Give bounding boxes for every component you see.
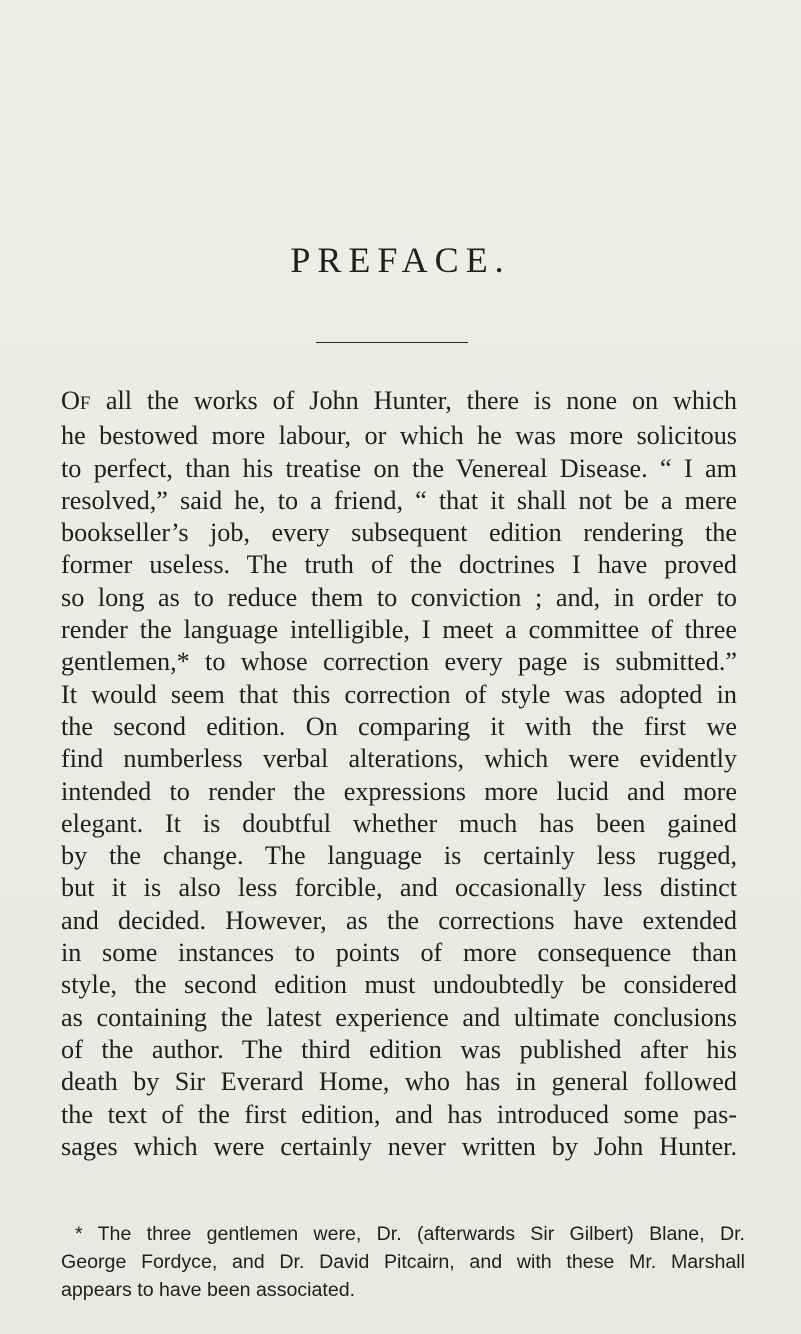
body-line-23: the text of the first edition, and has introduced some pas- [61,1099,737,1129]
footnote-line-3: appears to have been associated. [61,1279,356,1301]
body-line-6: former useless. The truth of the doctrines I have proved [61,550,737,580]
preface-body [61,385,737,1163]
body-line-8: render the language intelligible, I meet a committee of three [61,615,737,645]
footnote-line-1: * The three gentlemen were, Dr. (afterwards Sir Gilbert) Blane, Dr. [75,1223,745,1245]
body-line-7: so long as to reduce them to conviction ; and, in order to [61,582,737,612]
smallcaps-letter: F [79,393,91,414]
body-line-24: sages which were certainly never written by John Hunter. [61,1131,737,1161]
footnote [61,1220,745,1304]
body-line-5: bookseller’s job, every subsequent edition rendering the [61,518,737,548]
page-title: PREFACE. [290,240,511,280]
body-line-2: he bestowed more labour, or which he was more solicitous [61,421,737,451]
body-line-16: but it is also less forcible, and occasionally less distinct [61,873,737,903]
body-line-11: the second edition. On comparing it with the first we [61,711,737,741]
body-line-21: of the author. The third edition was published after his [61,1034,737,1064]
body-line-20: as containing the latest experience and ultimate conclusions [61,1002,737,1032]
body-line-text: all the works of John Hunter, there is none on which [91,386,737,415]
body-line-17: and decided. However, as the corrections have extended [61,905,737,935]
body-line-22: death by Sir Everard Home, who has in general followed [61,1067,737,1097]
body-line-13: intended to render the expressions more lucid and more [61,776,737,806]
body-line-9: gentlemen,* to whose correction every page is submitted.” [61,647,737,677]
body-line-10: It would seem that this correction of style was adopted in [61,679,737,709]
body-line-14: elegant. It is doubtful whether much has been gained [61,808,737,838]
body-line-19: style, the second edition must undoubtedly be considered [61,970,737,1000]
title-divider [316,342,468,343]
footnote-line-2: George Fordyce, and Dr. David Pitcairn, and with these Mr. Marshall [61,1251,745,1273]
dropcap-letter: O [61,386,80,415]
body-line-12: find numberless verbal alterations, which were evidently [61,744,737,774]
body-line-18: in some instances to points of more consequence than [61,938,737,968]
body-line-4: resolved,” said he, to a friend, “ that it shall not be a mere [61,485,737,515]
body-line-15: by the change. The language is certainly less rugged, [61,841,737,871]
body-line-1 [61,385,737,420]
body-line-3: to perfect, than his treatise on the Venereal Disease. “ I am [61,453,737,483]
